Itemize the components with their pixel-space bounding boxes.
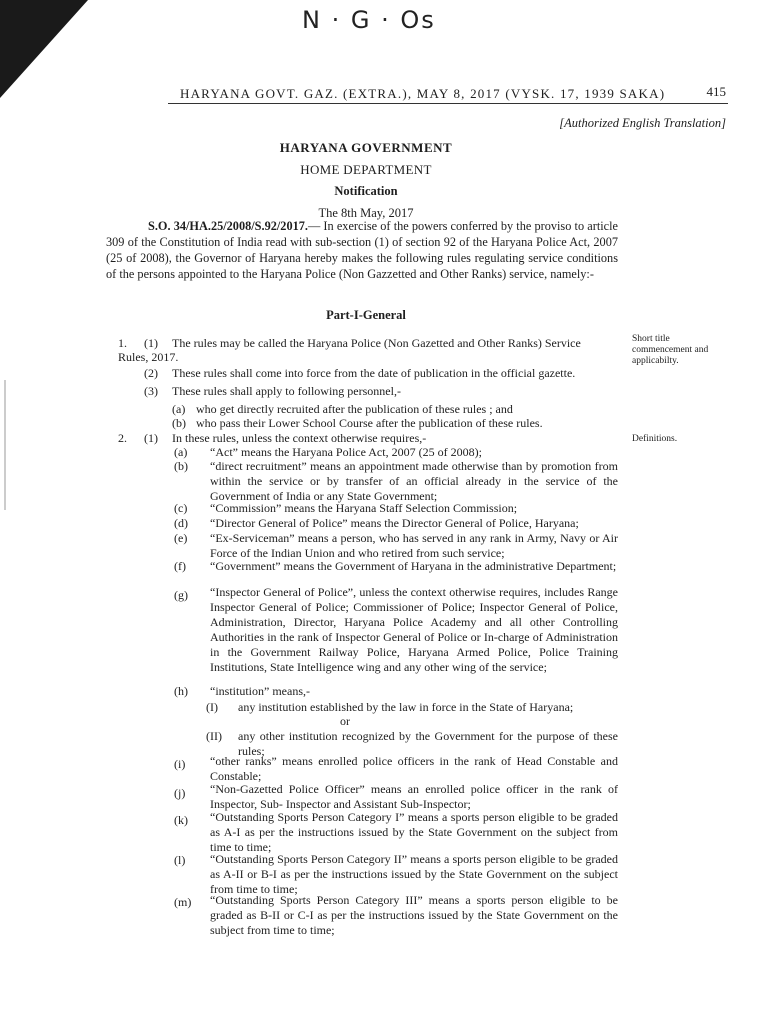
government-title: HARYANA GOVERNMENT (279, 140, 453, 155)
definition-text: “institution” means,- (210, 684, 310, 698)
sidenote-definitions: Definitions. (632, 434, 678, 444)
notification-title: Notification (334, 184, 398, 198)
scan-corner-shadow (0, 0, 90, 100)
rule1-number: 1. (118, 336, 127, 350)
definition-marker: (h) (174, 684, 188, 698)
notification-date: The 8th May, 2017 (318, 206, 414, 220)
definition-marker: (f) (174, 559, 186, 573)
scan-edge-mark (4, 380, 6, 510)
sidenote-short-title: Short title commencement and applicabilty. (632, 334, 709, 366)
definition-text: “Director General of Police” means the Director General of Police, Haryana; (210, 516, 579, 530)
department-title: HOME DEPARTMENT (300, 162, 432, 177)
definition-marker: (c) (174, 501, 188, 515)
definition-marker: (d) (174, 516, 188, 530)
intro-text: — In exercise of the powers conferred by the proviso to article 309 of the Constitution of India read with sub-section (1) of section 92 of the Haryana Police Act, 2007 (25 of 2008), the Governor of Haryana hereby makes the following rules regulating service conditions of the persons appointed to the Haryana Police (Non Gazzetted and Other Ranks) service, namely:- (106, 219, 618, 281)
rule2-number: 2. (118, 431, 127, 445)
translation-note: [Authorized English Translation] (559, 116, 726, 130)
definition-text: “Act” means the Haryana Police Act, 2007 (25 of 2008); (210, 445, 482, 459)
rule1-item-text: who get directly recruited after the publication of these rules ; and (196, 402, 513, 416)
rule1-sub1-line1: The rules may be called the Haryana Police (Non Gazetted and Other Ranks) Service (172, 336, 581, 350)
definition-marker: (m) (174, 895, 192, 909)
definition-text: “Commission” means the Haryana Staff Selection Commission; (210, 501, 518, 515)
institution-text: any other institution recognized by the Government for the purpose of these rules; (238, 729, 618, 758)
gazette-header (180, 86, 726, 102)
rule1-item-marker: (a) (172, 402, 186, 416)
rule1-item-text: who pass their Lower School Course after the publication of these rules. (196, 416, 543, 430)
page-number: 415 (706, 84, 726, 99)
rule1-sub1-line2: Rules, 2017. (118, 350, 179, 364)
rule2-sub1-text: In these rules, unless the context otherwise requires,- (172, 431, 427, 445)
definition-text: “Ex-Serviceman” means a person, who has served in any rank in Army, Navy or Air Force of the Indian Union and who retired from such service; (210, 531, 618, 560)
definition-marker: (k) (174, 813, 188, 827)
definition-marker: (l) (174, 853, 186, 867)
rule1-sub3-text: These rules shall apply to following personnel,- (172, 384, 401, 398)
definition-text: “other ranks” means enrolled police officers in the rank of Head Constable and Constable; (210, 754, 618, 783)
definition-text: “Inspector General of Police”, unless the context otherwise requires, includes Range Inspector General of Police; Commissioner of Police; Inspector General of Police, Administration, Director, Haryana Police Academy and all other Controlling Authorities in the rank of Inspector General of Police or In-charge of Administration in the Government Railway Police, Haryana Armed Police, Police Training Institutions, State Intelligence wing and any other wing of the service; (210, 585, 618, 674)
intro-paragraph (106, 218, 618, 282)
so-number: S.O. 34/HA.25/2008/S.92/2017. (148, 219, 308, 233)
rule1-sub3-marker: (3) (144, 384, 158, 398)
definition-text: “Outstanding Sports Person Category I” means a sports person eligible to be graded as A-I as per the instructions issued by the State Government on the subject from time to time; (210, 810, 618, 854)
rule1-sub2-text: These rules shall come into force from the date of publication in the official gazette. (172, 366, 576, 380)
rule1-sub2-marker: (2) (144, 366, 158, 380)
part-heading: Part-I-General (326, 308, 406, 322)
header-title: HARYANA GOVT. GAZ. (EXTRA.), MAY 8, 2017 (VYSK. 17, 1939 SAKA) (180, 86, 666, 101)
institution-marker: (II) (206, 729, 222, 743)
rule2-sub1-marker: (1) (144, 431, 158, 445)
definition-marker: (b) (174, 459, 188, 473)
definition-marker: (i) (174, 757, 186, 771)
definition-text: “Non-Gazetted Police Officer” means an enrolled police officer in the rank of Inspector, Sub- Inspector and Assistant Sub-Inspector; (210, 782, 618, 811)
handwritten-note: N · G · Os (302, 6, 436, 34)
definition-marker: (a) (174, 445, 188, 459)
rule1-item-marker: (b) (172, 416, 186, 430)
definition-text: “Government” means the Government of Haryana in the administrative Department; (210, 559, 617, 573)
institution-marker: (I) (206, 700, 218, 714)
institution-text: any institution established by the law in force in the State of Haryana; (238, 700, 574, 714)
definition-marker: (g) (174, 588, 188, 602)
definition-text: “Outstanding Sports Person Category II” means a sports person eligible to be graded as A-II or B-I as per the instructions issued by the State Government on the subject from time to time; (210, 852, 618, 896)
rule1-sub1-marker: (1) (144, 336, 158, 350)
definition-text: “direct recruitment” means an appointment made otherwise than by promotion from within the service or by transfer of an official already in the service of the Government of India or any State Government; (210, 459, 618, 503)
definition-marker: (j) (174, 786, 186, 800)
institution-or: or (340, 714, 350, 728)
definition-text: “Outstanding Sports Person Category III” means a sports person eligible to be graded as B-II or C-I as per the instructions issued by the State Government on the subject from time to time; (210, 893, 618, 937)
header-divider (168, 103, 728, 104)
definition-marker: (e) (174, 531, 188, 545)
